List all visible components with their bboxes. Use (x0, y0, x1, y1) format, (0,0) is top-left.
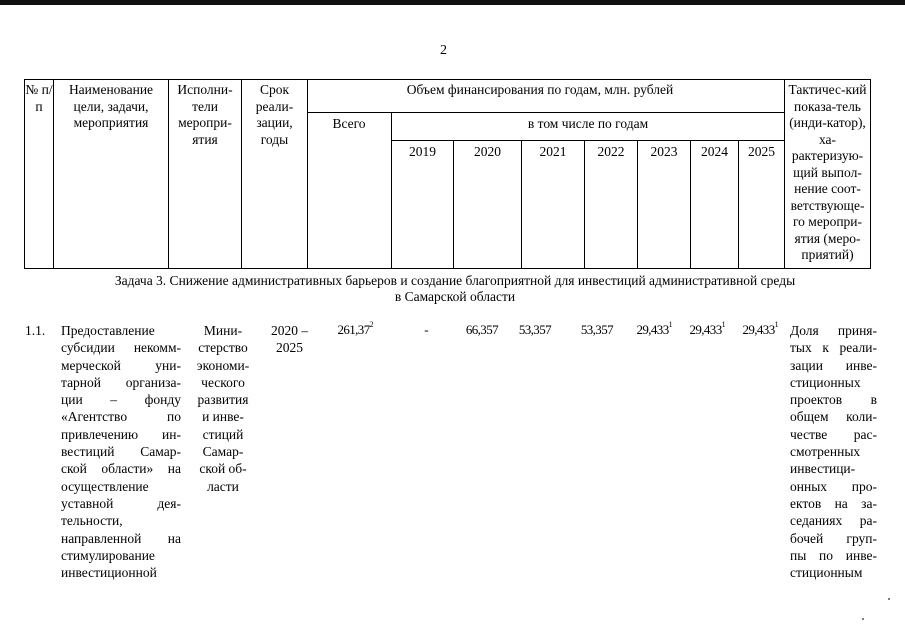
exec-line: экономи- (196, 357, 250, 373)
row-executors (190, 322, 256, 495)
name-line: ской области» на (61, 461, 181, 477)
header-col-indicator: Тактичес-кий показа-тель (инди-катор), ха-рактеризую-щий выпол-нение соот-ветствующе-го меропри-ятия (меро-приятий) (788, 82, 867, 262)
year-header: 2021 (539, 144, 567, 159)
name-line: тарной организа- (61, 374, 181, 390)
header-col-by-year: в том числе по годам (527, 116, 649, 131)
indicator-line: стиционных (790, 374, 861, 390)
name-line: Предоставление (61, 323, 155, 338)
indicator-line: проектов в (790, 392, 877, 408)
indicator-line: бочей груп- (790, 530, 877, 546)
exec-line: стиций (202, 426, 244, 442)
task-heading-line: Задача 3. Снижение административных барьеров и создание благоприятной для инвестиций административной среды (114, 273, 796, 288)
exec-line: Самар- (202, 444, 244, 460)
indicator-line: тых к реали- (790, 340, 877, 356)
indicator-line: честве рас- (790, 426, 877, 442)
task-heading-line: в Самарской области (394, 289, 516, 304)
name-line: тельности, (61, 513, 123, 529)
name-line: направленной на (61, 530, 181, 546)
indicator-line: Доля приня- (790, 323, 877, 338)
name-line: осуществление (61, 478, 149, 494)
name-line: стимулирование (61, 547, 155, 563)
exec-line: ческого (201, 374, 245, 390)
value-2025: 29,433$^1$ (742, 320, 778, 337)
indicator-line: седаниях ра- (790, 513, 877, 529)
name-line: вестиций Самар- (61, 444, 181, 460)
name-line: инвестиционной (61, 565, 157, 581)
row-indicator (790, 322, 877, 581)
term-line: 2020 – (270, 323, 309, 338)
header-col-term: Срок реали-зации, годы (255, 82, 294, 147)
row-number: 1.1. (25, 323, 46, 338)
scan-speck (888, 598, 890, 600)
value-2021: 53,357 (518, 322, 551, 337)
name-line: привлечению ин- (61, 426, 181, 442)
header-col-executors: Исполни-тели меропри-ятия (177, 82, 233, 147)
indicator-line: общем коли- (790, 409, 877, 425)
scan-top-border (0, 0, 905, 5)
value-2024: 29,433$^1$ (689, 320, 725, 337)
row-term (262, 322, 317, 357)
indicator-line: ектов на за- (790, 495, 877, 511)
page-number: 2 (440, 43, 447, 58)
header-col-num: № п/п (25, 82, 53, 114)
indicator-line: стиционным (790, 565, 863, 581)
header-col-total: Всего (332, 116, 366, 131)
header-col-funding: Объем финансирования по годам, млн. рублей (406, 82, 674, 97)
indicator-line: пы по инве- (790, 547, 877, 563)
year-header: 2023 (650, 144, 678, 159)
exec-line: ласти (207, 478, 239, 494)
value-total: 261,37$^2$ (337, 320, 373, 337)
indicator-line: смотренных (790, 444, 861, 460)
value-2020: 66,357 (465, 322, 498, 337)
row-name (61, 322, 181, 581)
scan-speck (862, 618, 864, 620)
term-line: 2025 (276, 340, 303, 356)
year-header: 2020 (474, 144, 501, 159)
exec-line: и инве- (202, 409, 244, 425)
indicator-line: онных про- (790, 478, 877, 494)
name-line: субсидии некомм- (61, 340, 181, 356)
value-2023: 29,433$^1$ (636, 320, 672, 337)
year-header: 2025 (748, 144, 775, 159)
name-line: мерческой уни- (61, 357, 181, 373)
exec-line: развития (197, 392, 249, 408)
exec-line: Мини- (203, 323, 243, 338)
exec-line: стерство (198, 340, 248, 356)
indicator-line: инвестици- (790, 461, 856, 477)
name-line: «Агентство по (61, 409, 181, 425)
task-heading (40, 273, 870, 305)
year-header: 2019 (409, 144, 436, 159)
name-line: ции – фонду (61, 392, 181, 408)
exec-line: ской об- (199, 461, 247, 477)
value-2022: 53,357 (580, 322, 613, 337)
indicator-line: зации инве- (790, 357, 877, 373)
header-col-name: Наименование цели, задачи, мероприятия (68, 82, 154, 130)
name-line: уставной дея- (61, 495, 181, 511)
year-header: 2022 (597, 144, 625, 159)
year-header: 2024 (701, 144, 728, 159)
value-2019: - (424, 322, 428, 337)
